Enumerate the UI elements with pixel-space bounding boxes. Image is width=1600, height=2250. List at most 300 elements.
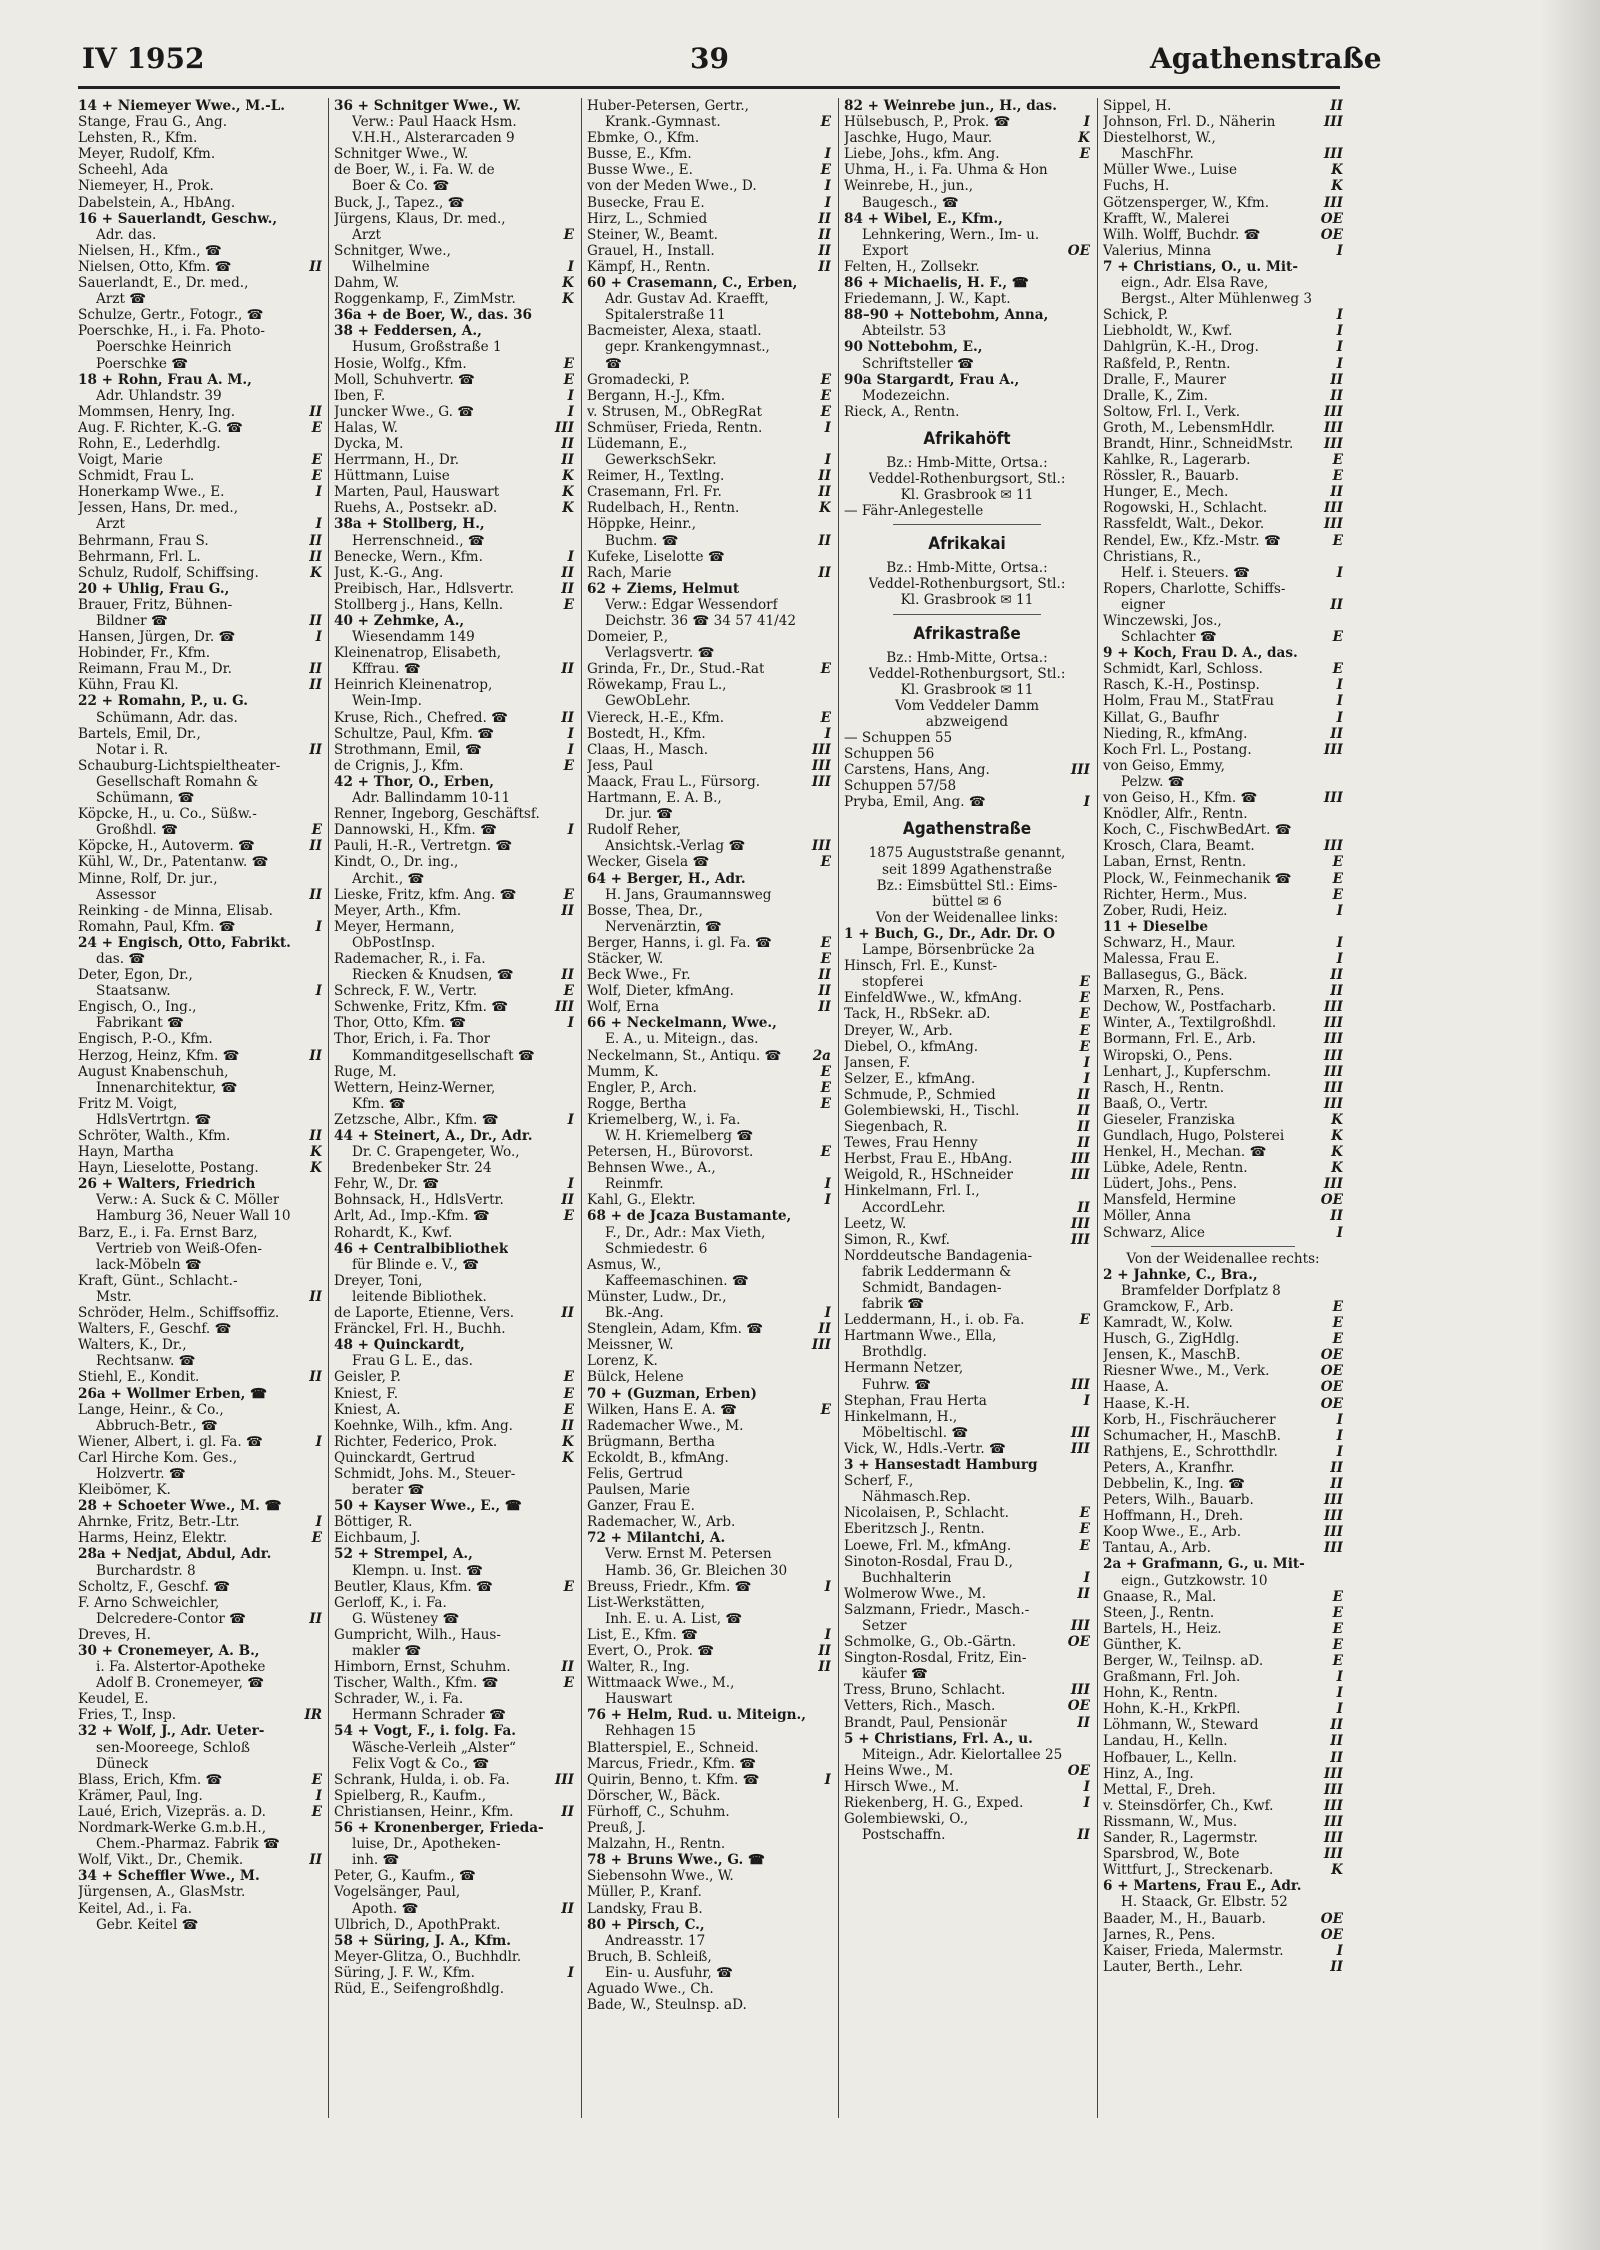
resident-entry [1103,1048,1343,1064]
resident-entry [78,1337,322,1353]
resident-entry [587,903,831,919]
entry-text: Fuchs, H. [1103,178,1170,195]
resident-entry [587,1353,831,1369]
entry-text: Bredenbeker Str. 24 [352,1160,492,1177]
resident-entry [844,1827,1090,1843]
floor-marker: II [818,967,831,984]
resident-entry [844,1103,1090,1119]
entry-text: eigner [1121,596,1166,613]
resident-entry [844,178,1090,194]
floor-marker: OE [1067,1634,1090,1651]
section-divider [893,524,1041,525]
street-heading: Afrikahöft [923,428,1011,449]
entry-text: von Geiso, Emmy, [1103,757,1225,774]
entry-text: Haase, A. [1103,1379,1169,1396]
resident-entry [587,1144,831,1160]
entry-text: August Knabenschuh, [78,1063,229,1080]
floor-marker: E [1332,870,1343,887]
resident-entry [587,1997,831,2013]
entry-text: Eberitzsch J., Rentn. [844,1521,985,1538]
floor-marker: III [1323,194,1343,211]
resident-entry [844,1473,1090,1489]
resident-entry [1103,726,1343,742]
floor-marker: K [819,500,831,517]
resident-entry [1103,758,1343,774]
resident-entry [844,1538,1090,1554]
resident-entry [334,629,574,645]
floor-marker: II [818,1659,831,1676]
entry-text: Kriemelberg, W., i. Fa. [587,1111,741,1128]
resident-entry [587,1031,831,1047]
resident-entry [1103,388,1343,404]
entry-text: Mommsen, Henry, Ing. [78,403,236,420]
resident-entry [78,1402,322,1418]
floor-marker: I [315,918,322,935]
floor-marker: II [1330,371,1343,388]
floor-marker: K [1331,1160,1343,1177]
entry-text: büttel ✉ 6 [932,893,1002,910]
floor-marker: E [1332,1604,1343,1621]
resident-entry [1103,484,1343,500]
resident-entry [587,1321,831,1337]
entry-text: Spielberg, R., Kaufm., [334,1787,487,1804]
entry-text: 76 + Helm, Rud. u. Miteign., [587,1707,806,1724]
entry-text: Tack, H., RbSekr. aD. [844,1006,991,1023]
entry-text: Adolf B. Cronemeyer, ☎ [96,1675,265,1692]
resident-entry [587,1096,831,1112]
resident-entry [1103,1492,1343,1508]
resident-entry [587,1434,831,1450]
entry-text: Leddermann, H., i. ob. Fa. [844,1312,1025,1329]
resident-entry [587,1305,831,1321]
resident-entry [334,1917,574,1933]
floor-marker: III [554,999,574,1016]
resident-entry [1103,1096,1343,1112]
resident-entry [334,726,574,742]
resident-entry [587,339,831,355]
entry-text: 36a + de Boer, W., das. 36 [334,307,533,324]
entry-text: Vick, W., Hdls.-Vertr. ☎ [844,1440,1006,1457]
entry-text: List-Werkstätten, [587,1594,705,1611]
resident-entry [78,1756,322,1772]
entry-text: Renner, Ingeborg, Geschäftsf. [334,806,540,823]
resident-entry [78,178,322,194]
entry-text: Carl Hirche Kom. Ges., [78,1449,238,1466]
entry-text: 46 + Centralbibliothek [334,1240,509,1257]
floor-marker: III [1070,1151,1090,1168]
floor-marker: III [1323,1047,1343,1064]
entry-text: — Schuppen 55 [844,730,953,746]
floor-marker: II [561,1803,574,1820]
entry-text: Köpcke, H., u. Co., Süßw.- [78,806,257,823]
entry-text: — Fähr-Anlegestelle [844,503,984,520]
floor-marker: III [1323,741,1343,758]
entry-text: 64 + Berger, H., Adr. [587,870,746,887]
entry-text: berater ☎ [352,1482,425,1499]
entry-text: Dycka, M. [334,435,404,452]
entry-text: 60 + Crasemann, C., Erben, [587,275,798,292]
resident-entry [587,549,831,565]
resident-entry [334,339,574,355]
entry-text: 38 + Feddersen, A., [334,323,482,340]
house-number-entry [334,516,574,532]
floor-marker: E [311,822,322,839]
resident-entry [587,1563,831,1579]
entry-text: Wecker, Gisela ☎ [587,854,710,871]
entry-text: Siebensohn Wwe., W. [587,1868,734,1885]
resident-entry [1103,1080,1343,1096]
entry-text: Rasch, H., Rentn. [1103,1079,1225,1096]
entry-text: Holzvertr. ☎ [96,1465,186,1482]
entry-text: Roggenkamp, F., ZimMstr. [334,291,516,308]
resident-entry [844,1409,1090,1425]
floor-marker: II [1077,1102,1090,1119]
resident-entry [587,307,831,323]
entry-text: Aguado Wwe., Ch. [587,1980,714,1997]
entry-text: 9 + Koch, Frau D. A., das. [1103,645,1298,662]
resident-entry [1103,1573,1343,1589]
entry-text: GewObLehr. [605,693,691,710]
entry-text: Jess, Paul [587,757,653,774]
resident-entry [334,1305,574,1321]
resident-entry [334,1965,574,1981]
resident-entry [78,661,322,677]
page-edge-shadow [1540,0,1600,2250]
entry-text: 1 + Buch, G., Dr., Adr. Dr. O [844,925,1055,942]
resident-entry [844,1570,1090,1586]
entry-text: fabrik Leddermann & [862,1263,1012,1280]
floor-marker: I [1336,950,1343,967]
floor-marker: III [1323,1524,1343,1541]
resident-entry [844,1280,1090,1296]
entry-text: 2 + Jahnke, C., Bra., [1103,1266,1258,1283]
house-number-entry [1103,259,1343,275]
entry-text: Fries, T., Insp. [78,1707,177,1724]
entry-text: Gumpricht, Wilh., Haus- [334,1626,501,1643]
street-heading: Afrikakai [928,534,1006,555]
resident-entry [78,339,322,355]
entry-text: Christians, R., [1103,548,1202,565]
entry-text: Kamradt, W., Kolw. [1103,1315,1233,1332]
floor-marker: II [1330,1717,1343,1734]
entry-text: E. A., u. Miteign., das. [605,1031,759,1048]
entry-text: Jessen, Hans, Dr. med., [78,500,239,517]
entry-text: Kaffeemaschinen. ☎ [605,1272,749,1289]
floor-marker: II [1330,1208,1343,1225]
resident-entry [587,484,831,500]
entry-text: de Laporte, Etienne, Vers. [334,1305,515,1322]
resident-entry [1103,1363,1343,1379]
house-number-entry [334,1723,574,1739]
resident-entry [587,1836,831,1852]
resident-entry [78,549,322,565]
resident-entry [334,1048,574,1064]
entry-text: Helf. i. Steuers. ☎ [1121,564,1251,581]
resident-entry [334,468,574,484]
entry-text: Berger, Hanns, i. gl. Fa. ☎ [587,934,772,951]
resident-entry [844,1328,1090,1344]
entry-text: Wiesendamm 149 [352,629,475,646]
entry-text: 66 + Neckelmann, Wwe., [587,1015,777,1032]
resident-entry [587,1579,831,1595]
entry-text: 72 + Milantchi, A. [587,1530,726,1547]
floor-marker: E [1079,974,1090,991]
resident-entry [587,1627,831,1643]
entry-text: Rademacher, W., Arb. [587,1514,736,1531]
entry-text: Simon, R., Kwf. [844,1231,950,1248]
floor-marker: II [309,1852,322,1869]
entry-text: Dralle, F., Maurer [1103,371,1226,388]
entry-text: Schümann, ☎ [96,790,195,807]
resident-entry [334,565,574,581]
entry-text: makler ☎ [352,1643,422,1659]
resident-entry [587,516,831,532]
resident-entry [334,1643,574,1659]
resident-entry [78,484,322,500]
entry-text: Schultze, Paul, Kfm. ☎ [334,725,495,742]
resident-entry [587,935,831,951]
floor-marker: I [1083,794,1090,811]
entry-text: Felten, H., Zollsekr. [844,258,980,275]
resident-entry [587,1981,831,1997]
floor-marker: II [1077,1585,1090,1602]
entry-text: 78 + Bruns Wwe., G. ☎ [587,1852,765,1869]
floor-marker: I [315,629,322,646]
resident-entry [78,565,322,581]
floor-marker: K [310,1160,322,1177]
entry-text: Hartmann, E. A. B., [587,790,722,807]
floor-marker: III [811,773,831,790]
column-1 [78,98,322,2118]
entry-text: Grauel, H., Install. [587,242,715,259]
resident-entry [844,1489,1090,1505]
entry-text: Adr. Gustav Ad. Kraefft, [605,291,769,308]
resident-entry [78,903,322,919]
entry-text: Kämpf, H., Rentn. [587,258,711,275]
resident-entry [1103,1192,1343,1208]
floor-marker: E [820,934,831,951]
house-number-entry [1103,1556,1343,1572]
entry-text: Kl. Grasbrook ✉ 11 [900,487,1034,504]
resident-entry [844,1119,1090,1135]
resident-entry [844,1055,1090,1071]
entry-text: Soltow, Frl. I., Verk. [1103,403,1241,420]
resident-entry [334,1466,574,1482]
entry-text: 84 + Wibel, E., Kfm., [844,210,1003,227]
entry-text: Dahm, W. [334,275,400,292]
floor-marker: II [561,661,574,678]
resident-entry [844,1360,1090,1376]
floor-marker: II [309,548,322,565]
floor-marker: OE [1320,226,1343,243]
entry-text: Vogelsänger, Paul, [334,1884,461,1901]
resident-entry [334,951,574,967]
entry-text: seit 1899 Agathenstraße [882,861,1052,878]
entry-text: Möller, Anna [1103,1208,1191,1225]
floor-marker: II [1330,387,1343,404]
entry-text: Apoth. ☎ [352,1900,419,1917]
entry-text: Beck Wwe., Fr. [587,967,691,984]
floor-marker: E [820,709,831,726]
floor-marker: E [311,1530,322,1547]
floor-marker: E [1079,1022,1090,1039]
entry-text: Hamb. 36, Gr. Bleichen 30 [605,1562,788,1579]
resident-entry [1103,1112,1343,1128]
floor-marker: III [1323,1830,1343,1847]
entry-text: Loewe, Frl. M., kfmAng. [844,1537,1012,1554]
entry-text: Buck, J., Tapez., ☎ [334,194,465,211]
resident-entry [844,388,1090,404]
floor-marker: E [820,114,831,131]
page-header [0,42,1600,88]
entry-text: Bergst., Alter Mühlenweg 3 [1121,291,1313,308]
entry-text: Wiropski, O., Pens. [1103,1047,1233,1064]
entry-text: Hauswart [605,1691,673,1708]
entry-text: Gesellschaft Romahn & [96,773,259,790]
house-number-entry [587,275,831,291]
resident-entry [334,1386,574,1402]
floor-marker: OE [1320,1363,1343,1380]
resident-entry [78,629,322,645]
entry-text: Wein-Imp. [352,693,422,710]
entry-text: Ahrnke, Fritz, Betr.-Ltr. [78,1514,240,1531]
entry-text: Lampe, Börsenbrücke 2a [862,942,1035,959]
entry-text: Gebr. Keitel ☎ [96,1916,199,1933]
resident-entry [844,1087,1090,1103]
entry-text: Lübke, Adele, Rentn. [1103,1160,1248,1177]
entry-text: Postschaffn. [862,1827,946,1844]
floor-marker: III [554,1771,574,1788]
entry-text: 62 + Ziems, Helmut [587,580,740,597]
resident-entry [1103,1031,1343,1047]
resident-entry [1103,1943,1343,1959]
floor-marker: II [818,999,831,1016]
resident-entry [78,1917,322,1933]
resident-entry [587,887,831,903]
resident-entry [587,1740,831,1756]
resident-entry [78,1611,322,1627]
entry-text: Nielsen, Otto, Kfm. ☎ [78,258,232,275]
resident-entry [1103,1524,1343,1540]
floor-marker: I [315,1433,322,1450]
floor-marker: II [309,258,322,275]
entry-text: Wittmaack Wwe., M., [587,1675,735,1692]
resident-entry [1103,1589,1343,1605]
floor-marker: III [1323,999,1343,1016]
entry-text: Süring, J. F. W., Kfm. [334,1964,475,1981]
floor-marker: III [1323,1492,1343,1509]
floor-marker: E [563,757,574,774]
entry-text: Evert, O., Prok. ☎ [587,1643,715,1659]
resident-entry [334,661,574,677]
house-number-entry [334,1241,574,1257]
entry-text: 38a + Stollberg, H., [334,516,485,533]
resident-entry [334,533,574,549]
page-running-title: Agathenstraße [1150,42,1382,75]
entry-text: Marxen, R., Pens. [1103,983,1225,1000]
resident-entry [334,211,574,227]
resident-entry [78,1144,322,1160]
resident-entry [587,1402,831,1418]
resident-entry [844,1505,1090,1521]
floor-marker: I [1336,677,1343,694]
resident-entry [844,1151,1090,1167]
floor-marker: I [824,452,831,469]
resident-entry [1103,1653,1343,1669]
resident-entry [844,778,1090,794]
floor-marker: III [1323,1813,1343,1830]
floor-marker: I [567,1964,574,1981]
house-number-entry [334,98,574,114]
resident-entry [1103,710,1343,726]
floor-marker: E [311,468,322,485]
resident-entry [78,1225,322,1241]
resident-entry [587,1611,831,1627]
entry-text: Kaiser, Frieda, Malermstr. [1103,1942,1284,1959]
page-number: 39 [690,42,729,75]
floor-marker: II [818,210,831,227]
resident-entry [844,1135,1090,1151]
house-number-entry [587,1852,831,1868]
floor-marker: II [561,1192,574,1209]
entry-text: Nervenärztin, ☎ [605,918,722,935]
entry-text: Schulz, Rudolf, Schiffsing. [78,564,259,581]
resident-entry [1103,1064,1343,1080]
resident-entry [1103,1894,1343,1910]
floor-marker: E [1079,1521,1090,1538]
entry-text: Fuhrw. ☎ [862,1376,932,1393]
entry-text: Holm, Frau M., StatFrau [1103,693,1275,710]
entry-text: Walter, R., Ing. [587,1659,690,1676]
entry-text: Adr. Uhlandstr. 39 [96,387,222,404]
entry-text: Sander, R., Lagermstr. [1103,1830,1258,1847]
resident-entry [334,758,574,774]
resident-entry [334,1611,574,1627]
resident-entry [78,452,322,468]
entry-text: Gieseler, Franziska [1103,1111,1235,1128]
resident-entry [844,1023,1090,1039]
house-number-entry [844,211,1090,227]
entry-text: Dreves, H. [78,1626,151,1643]
entry-text: List, E., Kfm. ☎ [587,1626,698,1643]
floor-marker: I [1336,934,1343,951]
resident-entry [78,307,322,323]
resident-entry [587,259,831,275]
entry-text: Schmiedestr. 6 [605,1240,708,1257]
resident-entry [78,1064,322,1080]
floor-marker: II [1330,725,1343,742]
entry-text: Golembiewski, H., Tischl. [844,1102,1020,1119]
entry-text: stopferei [862,974,924,991]
floor-marker: II [561,564,574,581]
floor-marker: II [561,1659,574,1676]
resident-entry [1103,1015,1343,1031]
resident-entry [1103,195,1343,211]
resident-entry [78,243,322,259]
floor-marker: I [1083,1392,1090,1409]
entry-text: Bruch, B. Schleiß, [587,1948,712,1965]
floor-marker: II [1077,1199,1090,1216]
entry-text: Rathjens, E., Schrotthdlr. [1103,1443,1278,1460]
entry-text: Klempn. u. Inst. ☎ [352,1562,484,1579]
resident-entry [844,1747,1090,1763]
entry-text: Kahlke, R., Lagerarb. [1103,452,1251,469]
entry-text: Hansen, Jürgen, Dr. ☎ [78,629,236,646]
floor-marker: II [1330,983,1343,1000]
entry-text: Scheehl, Ada [78,162,169,179]
entry-text: Bz.: Eimsbüttel Stl.: Eims- [876,877,1058,894]
floor-marker: III [1070,1424,1090,1441]
